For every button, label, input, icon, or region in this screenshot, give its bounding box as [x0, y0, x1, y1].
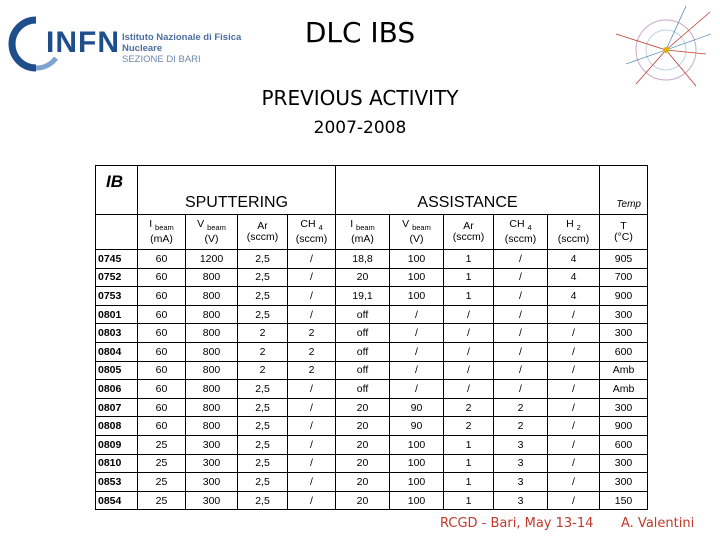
table-cell: off [336, 380, 390, 399]
table-cell: 60 [138, 305, 186, 324]
table-row [96, 250, 648, 269]
table-cell: 2,5 [238, 250, 288, 269]
table-cell: 18,8 [336, 250, 390, 269]
table-cell: / [444, 324, 494, 343]
table-cell: 2,5 [238, 491, 288, 510]
table-cell: 25 [138, 473, 186, 492]
column-header-main: T [620, 220, 627, 232]
table-cell: / [548, 305, 600, 324]
table-cell: 2,5 [238, 417, 288, 436]
run-id-cell: 0810 [96, 454, 138, 473]
column-header [444, 215, 494, 250]
table-cell: 300 [186, 473, 238, 492]
table-cell: / [390, 342, 444, 361]
table-cell: off [336, 324, 390, 343]
column-header-main: V [197, 218, 205, 231]
table-cell: / [390, 305, 444, 324]
table-cell: 90 [390, 398, 444, 417]
table-cell: 60 [138, 380, 186, 399]
run-id-cell: 0808 [96, 417, 138, 436]
column-header-main: I [149, 218, 153, 231]
table-row [96, 287, 648, 306]
column-header-subscript: 4 [527, 223, 532, 233]
table-cell: 800 [186, 342, 238, 361]
column-header-unit: (mA) [150, 232, 173, 245]
column-header-unit: (V) [409, 232, 424, 245]
table-cell: Amb [600, 380, 648, 399]
table-cell: 1 [444, 435, 494, 454]
table-body [96, 250, 648, 510]
page-subtitle: PREVIOUS ACTIVITY [261, 86, 459, 110]
run-id-cell: 0854 [96, 491, 138, 510]
table-row [96, 361, 648, 380]
table-cell: 2,5 [238, 268, 288, 287]
table-cell: 300 [186, 454, 238, 473]
table-row [96, 268, 648, 287]
table-cell: 60 [138, 342, 186, 361]
table-cell: / [288, 250, 336, 269]
empty-header-cell [96, 215, 138, 250]
table-row [96, 305, 648, 324]
table-cell: 60 [138, 268, 186, 287]
table-cell: / [288, 305, 336, 324]
table-cell: 300 [186, 491, 238, 510]
column-header-main: I [350, 218, 354, 231]
table-cell: 800 [186, 305, 238, 324]
table-cell: / [494, 268, 548, 287]
table-cell: 60 [138, 417, 186, 436]
table-cell: 20 [336, 454, 390, 473]
table-cell: / [548, 435, 600, 454]
table-cell: 3 [494, 491, 548, 510]
table-cell: Amb [600, 361, 648, 380]
table-cell: 2,5 [238, 454, 288, 473]
table-cell: 2 [444, 398, 494, 417]
run-id-cell: 0803 [96, 324, 138, 343]
table-cell: 900 [600, 417, 648, 436]
table-cell: 4 [548, 268, 600, 287]
author-footer: A. Valentini [621, 516, 695, 531]
column-header-subscript: beam [207, 223, 226, 233]
table-cell: 2,5 [238, 305, 288, 324]
table-row [96, 398, 648, 417]
table-cell: / [444, 380, 494, 399]
run-id-cell: 0809 [96, 435, 138, 454]
column-header-unit: (sccm) [504, 232, 537, 245]
run-id-cell: 0752 [96, 268, 138, 287]
column-header-subscript: beam [155, 223, 174, 233]
table-cell: / [548, 324, 600, 343]
table-cell: 1 [444, 250, 494, 269]
table-row [96, 435, 648, 454]
table-row [96, 380, 648, 399]
column-header-main: CH [509, 218, 525, 231]
run-id-cell: 0805 [96, 361, 138, 380]
table-cell: 2 [238, 361, 288, 380]
logo-text: INFN [46, 26, 120, 59]
table-cell: 300 [600, 305, 648, 324]
table-cell: 1 [444, 287, 494, 306]
table-cell: / [494, 380, 548, 399]
column-header-unit: (mA) [351, 232, 374, 245]
table-cell: 1 [444, 268, 494, 287]
table-cell: 100 [390, 287, 444, 306]
run-id-cell: 0806 [96, 380, 138, 399]
table-cell: / [494, 361, 548, 380]
table-cell: / [494, 250, 548, 269]
table-cell: / [288, 398, 336, 417]
table-cell: / [390, 361, 444, 380]
table-cell: off [336, 305, 390, 324]
table-cell: 900 [600, 287, 648, 306]
table-cell: / [288, 491, 336, 510]
period-label: 2007-2008 [313, 118, 407, 138]
run-id-cell: 0745 [96, 250, 138, 269]
column-header-unit: (°C) [614, 231, 633, 243]
table-cell: 300 [600, 454, 648, 473]
table-row [96, 491, 648, 510]
column-header-main: Ar [257, 220, 268, 232]
table-cell: / [494, 342, 548, 361]
table-cell: 20 [336, 417, 390, 436]
column-header-main: H [566, 218, 574, 231]
column-header [186, 215, 238, 250]
table-cell: 20 [336, 435, 390, 454]
table-row [96, 417, 648, 436]
table-cell: 4 [548, 250, 600, 269]
table-cell: 300 [600, 473, 648, 492]
table-cell: / [288, 417, 336, 436]
table-cell: 20 [336, 473, 390, 492]
logo-line-2: SEZIONE DI BARI [122, 54, 201, 65]
table-cell: 2 [288, 324, 336, 343]
table-cell: 100 [390, 268, 444, 287]
table-cell: 100 [390, 435, 444, 454]
table-cell: / [288, 473, 336, 492]
header-row-groups [96, 166, 648, 215]
column-header [238, 215, 288, 250]
table-cell: / [288, 380, 336, 399]
table-cell: / [494, 305, 548, 324]
table-cell: 60 [138, 250, 186, 269]
column-header-unit: (V) [204, 232, 219, 245]
table-cell: 2 [444, 417, 494, 436]
table-cell: 2,5 [238, 473, 288, 492]
run-id-cell: 0801 [96, 305, 138, 324]
column-header [390, 215, 444, 250]
table-cell: 800 [186, 268, 238, 287]
run-id-cell: 0804 [96, 342, 138, 361]
table-cell: 3 [494, 473, 548, 492]
table-cell: 19,1 [336, 287, 390, 306]
table-row [96, 454, 648, 473]
column-header-main: CH [300, 218, 316, 231]
column-header-subscript: 4 [318, 223, 323, 233]
group-sputtering: SPUTTERING [138, 166, 336, 215]
deposition-table [95, 165, 648, 510]
column-header-unit: (sccm) [557, 232, 590, 245]
table-cell: 800 [186, 324, 238, 343]
table-cell: 25 [138, 454, 186, 473]
table-cell: 2 [288, 342, 336, 361]
column-header-subscript: beam [356, 223, 375, 233]
column-header-unit: (sccm) [295, 232, 328, 245]
table-cell: / [548, 380, 600, 399]
column-header [548, 215, 600, 250]
table-cell: 1 [444, 491, 494, 510]
table-cell: 300 [600, 324, 648, 343]
column-header-main: V [402, 218, 410, 231]
table-cell: off [336, 361, 390, 380]
logo-line-1: Istituto Nazionale di Fisica Nucleare [122, 32, 242, 54]
table-cell: 300 [600, 398, 648, 417]
table-cell: 300 [186, 435, 238, 454]
run-id-cell: 0853 [96, 473, 138, 492]
group-assistance: ASSISTANCE [336, 166, 600, 215]
table-cell: 2 [494, 398, 548, 417]
table-cell: 1 [444, 454, 494, 473]
column-header-subscript: 2 [576, 223, 581, 233]
table-cell: / [390, 380, 444, 399]
table-row [96, 324, 648, 343]
table-cell: 800 [186, 380, 238, 399]
table-cell: / [548, 417, 600, 436]
table-cell: / [444, 342, 494, 361]
column-header-subscript: beam [412, 223, 431, 233]
corner-label: IB [96, 166, 138, 215]
run-id-cell: 0807 [96, 398, 138, 417]
table-row [96, 473, 648, 492]
table-cell: 60 [138, 324, 186, 343]
table-cell: 60 [138, 398, 186, 417]
column-header [288, 215, 336, 250]
header-row-columns [96, 215, 648, 250]
table-cell: 2,5 [238, 435, 288, 454]
table-cell: / [494, 287, 548, 306]
table-cell: 100 [390, 454, 444, 473]
table-cell: 60 [138, 361, 186, 380]
column-header-main: Ar [463, 220, 474, 232]
table-cell: / [288, 435, 336, 454]
table-cell: 25 [138, 491, 186, 510]
table-cell: / [288, 454, 336, 473]
table-cell: / [288, 287, 336, 306]
table-cell: 20 [336, 268, 390, 287]
table-cell: 1 [444, 473, 494, 492]
table-cell: 150 [600, 491, 648, 510]
table-cell: 3 [494, 454, 548, 473]
table-cell: 20 [336, 491, 390, 510]
table-cell: 800 [186, 417, 238, 436]
table-cell: 20 [336, 398, 390, 417]
table-cell: / [444, 305, 494, 324]
table-cell: / [548, 398, 600, 417]
table-cell: / [390, 324, 444, 343]
column-header-unit: (sccm) [246, 231, 279, 243]
table-cell: / [548, 473, 600, 492]
table-cell: 60 [138, 287, 186, 306]
table-cell: 100 [390, 473, 444, 492]
table-cell: 90 [390, 417, 444, 436]
table-cell: 600 [600, 342, 648, 361]
table-cell: 2 [238, 324, 288, 343]
column-header [138, 215, 186, 250]
page-title: DLC IBS [0, 16, 720, 49]
table-cell: 1200 [186, 250, 238, 269]
table-cell: 25 [138, 435, 186, 454]
table-cell: / [548, 491, 600, 510]
table-cell: 905 [600, 250, 648, 269]
event-footer: RCGD - Bari, May 13-14 [440, 516, 594, 531]
table-cell: 800 [186, 398, 238, 417]
table-cell: / [444, 361, 494, 380]
table-cell: 600 [600, 435, 648, 454]
table-cell: 2 [238, 342, 288, 361]
table-cell: / [288, 268, 336, 287]
table-cell: 2,5 [238, 398, 288, 417]
table-cell: off [336, 342, 390, 361]
table-cell: 700 [600, 268, 648, 287]
table-cell: 4 [548, 287, 600, 306]
table-cell: 800 [186, 361, 238, 380]
table-cell: / [494, 324, 548, 343]
table-cell: 2,5 [238, 287, 288, 306]
group-temp: Temp [600, 166, 648, 215]
table-cell: 800 [186, 287, 238, 306]
table-cell: 100 [390, 491, 444, 510]
column-header [336, 215, 390, 250]
table-cell: / [548, 361, 600, 380]
column-header-unit: (sccm) [452, 231, 485, 243]
table-cell: 3 [494, 435, 548, 454]
table-cell: / [548, 454, 600, 473]
table-cell: / [548, 342, 600, 361]
column-header [600, 215, 648, 250]
column-header [494, 215, 548, 250]
run-id-cell: 0753 [96, 287, 138, 306]
table-row [96, 342, 648, 361]
table-cell: 2 [288, 361, 336, 380]
table-cell: 2 [494, 417, 548, 436]
table-cell: 2,5 [238, 380, 288, 399]
table-cell: 100 [390, 250, 444, 269]
